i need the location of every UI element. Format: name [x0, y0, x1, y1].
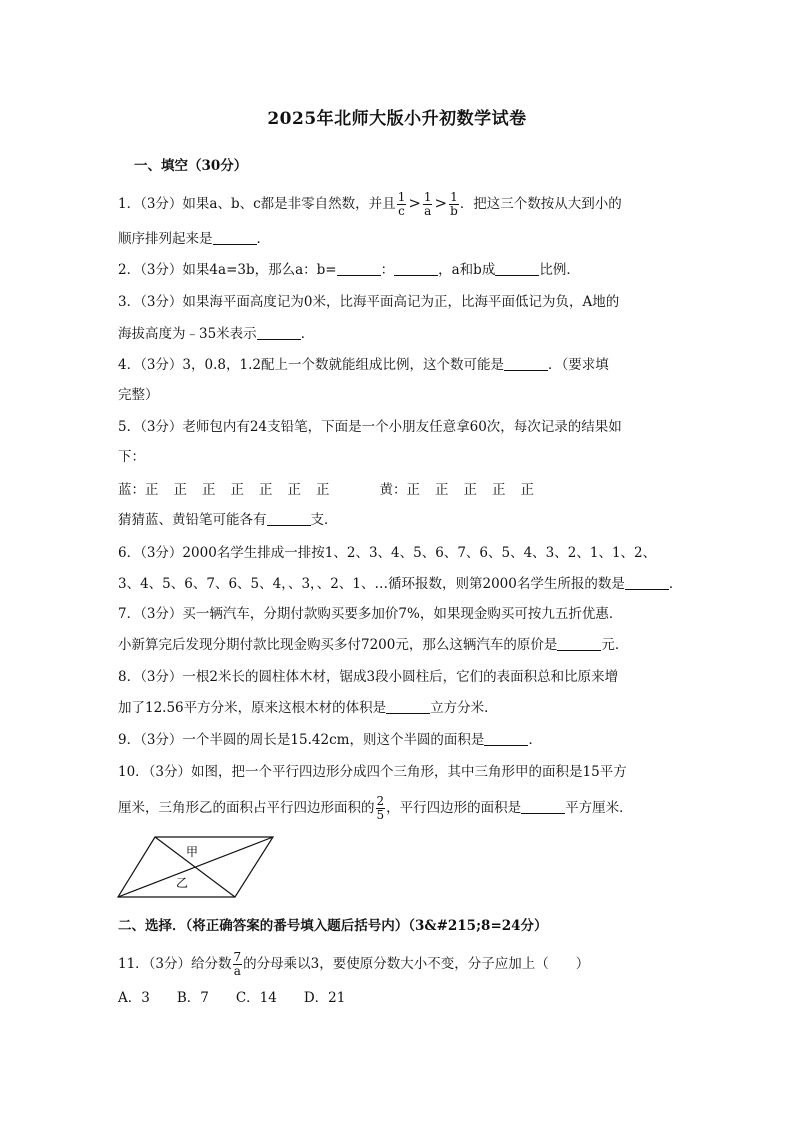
question-9-text: 9．（3分）一个半圆的周长是15.42cm，则这个半圆的面积是: [118, 732, 485, 748]
question-8-text: 加了12.56平方分米，原来这根木材的体积是: [118, 700, 387, 716]
question-5-line-2: 下：: [118, 449, 145, 465]
question-4-text: ．（要求填: [547, 357, 609, 373]
question-10-text: 厘米，三角形乙的面积占平行四边形面积的: [118, 800, 375, 816]
answer-blank[interactable]: [484, 732, 528, 746]
question-1-line-2: [118, 229, 270, 249]
question-10-line-2: [118, 795, 633, 822]
question-11-options: A．3 B．7 C．14 D．21: [118, 990, 346, 1006]
punctuation: ．: [300, 326, 315, 342]
question-10-text: ，平行四边形的面积是: [386, 800, 522, 816]
page-title: 2025年北师大版小升初数学试卷: [267, 109, 527, 129]
punctuation: ．: [528, 732, 542, 748]
answer-blank[interactable]: [625, 576, 669, 590]
question-3-text: 海拔高度为﹣35米表示: [118, 326, 257, 342]
answer-blank[interactable]: [521, 800, 565, 814]
answer-blank[interactable]: [257, 326, 301, 340]
section-1-heading: 一、填空（30分）: [134, 158, 248, 174]
tally-mark: 正: [520, 482, 534, 498]
question-5-line-1: 5．（3分）老师包内有24支铅笔，下面是一个小朋友任意拿60次，每次记录的结果如: [118, 419, 622, 435]
question-10-line-1: 10．（3分）如图，把一个平行四边形分成四个三角形，其中三角形甲的面积是15平方: [118, 764, 627, 780]
question-2-text: 2．（3分）如果4a=3b，那么a：b=: [118, 262, 337, 278]
question-11: [118, 951, 589, 978]
fraction-2-over-5: $\frac{2}{5}$: [376, 794, 385, 822]
question-8-line-1: 8．（3分）一根2米长的圆柱体木材，锯成3段小圆柱后，它们的表面积总和比原来增: [118, 669, 619, 685]
question-6-line-1: 6．（3分）2000名学生排成一排按1、2、3、4、5、6、7、6、5、4、3、2、1、1、2、: [118, 545, 657, 561]
tally-mark: 正: [316, 482, 330, 498]
parallelogram-figure: [116, 834, 276, 900]
question-4-line-2: 完整）: [118, 387, 159, 403]
greater-than-sign: >: [408, 194, 421, 212]
fraction-1-over-c: $\frac{1}{c}$: [397, 190, 406, 218]
label-jia: 甲: [186, 845, 199, 859]
question-1-text: 1．（3分）如果a、b、c都是非零自然数，并且: [118, 196, 396, 212]
question-2-text: ，a和b成: [438, 262, 496, 278]
answer-blank[interactable]: [504, 357, 548, 371]
fraction-1-over-b: $\frac{1}{b}$: [450, 190, 458, 218]
answer-blank[interactable]: [557, 637, 601, 651]
question-1-text: 顺序排列起来是: [118, 231, 213, 247]
question-1-text-cont: ．把这三个数按从大到小的: [459, 196, 622, 212]
yellow-label: 黄：: [379, 482, 407, 498]
question-4-text: 4．（3分）3，0.8，1.2配上一个数就能组成比例，这个数可能是: [118, 357, 504, 373]
question-3-line-1: 3．（3分）如果海平面高度记为0米，比海平面高记为正，比海平面低记为负，A地的: [118, 294, 620, 310]
greater-than-sign: >: [434, 194, 448, 212]
tally-row: [118, 480, 549, 500]
fraction-7-over-a: $\frac{7}{a}$: [233, 950, 242, 978]
question-5-text: 猜猜蓝、黄铅笔可能各有: [118, 512, 267, 528]
question-7-text: 元．: [601, 637, 629, 653]
question-7-line-2: [118, 635, 628, 655]
question-3-line-2: [118, 324, 314, 344]
yellow-tally: [407, 480, 550, 500]
tally-mark: 正: [202, 482, 216, 498]
ratio-colon: ：: [380, 262, 395, 278]
punctuation: ．: [256, 231, 270, 247]
answer-blank[interactable]: [394, 262, 438, 276]
blue-tally: [145, 480, 345, 500]
question-11-text: 的分母乘以3，要使原分数大小不变，分子应加上（ ）: [243, 956, 590, 972]
question-6-text: 3、4、5、6、7、6、5、4，、3，、2、1、…循环报数，则第2000名学生所报的数是: [118, 576, 625, 592]
answer-blank[interactable]: [386, 700, 430, 714]
tally-mark: 正: [145, 482, 159, 498]
tally-mark: 正: [173, 482, 187, 498]
question-1-line-1: [118, 191, 622, 218]
question-2-text: 比例．: [539, 262, 580, 278]
tally-mark: 正: [463, 482, 477, 498]
question-11-text: 11．（3分）给分数: [118, 956, 232, 972]
section-2-heading: 二、选择．（将正确答案的番号填入题后括号内）（3&#215;8=24分）: [118, 918, 548, 934]
question-6-line-2: [118, 574, 682, 594]
fraction-1-over-a: $\frac{1}{a}$: [423, 190, 432, 218]
answer-blank[interactable]: [213, 231, 257, 245]
question-2: [118, 260, 580, 280]
tally-mark: 正: [287, 482, 301, 498]
punctuation: ．: [668, 576, 683, 592]
answer-blank[interactable]: [267, 512, 311, 526]
tally-mark: 正: [406, 482, 420, 498]
tally-mark: 正: [435, 482, 449, 498]
tally-mark: 正: [230, 482, 244, 498]
question-8-text: 立方分米．: [430, 700, 498, 716]
tally-mark: 正: [492, 482, 506, 498]
label-yi: 乙: [176, 876, 189, 890]
question-9: [118, 730, 542, 750]
question-8-line-2: [118, 698, 498, 718]
answer-blank[interactable]: [495, 262, 539, 276]
blue-label: 蓝：: [118, 482, 145, 498]
question-4-line-1: [118, 355, 609, 375]
question-7-text: 小新算完后发现分期付款比现金购买多付7200元，那么这辆汽车的原价是: [118, 637, 558, 653]
tally-mark: 正: [259, 482, 273, 498]
question-7-line-1: 7．（3分）买一辆汽车，分期付款购买要多加价7%，如果现金购买可按九五折优惠．: [118, 606, 623, 622]
answer-blank[interactable]: [337, 262, 381, 276]
question-5-line-3: [118, 510, 338, 530]
question-10-text: 平方厘米．: [565, 800, 633, 816]
question-5-text: 支．: [310, 512, 338, 528]
